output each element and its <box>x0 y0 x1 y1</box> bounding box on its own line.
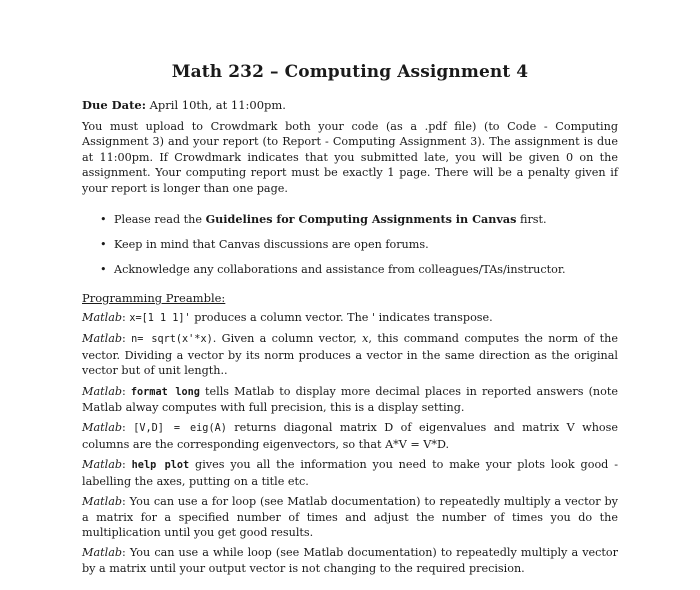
bullet-2-text: Keep in mind that Canvas discussions are open forums. <box>114 238 429 252</box>
due-date <box>82 98 618 113</box>
bullet-icon: • <box>100 213 107 227</box>
list-item <box>100 237 618 252</box>
entry-text: produces a column vector. The ' indicates transpose. <box>190 311 493 325</box>
matlab-label: Matlab <box>82 495 123 509</box>
matlab-label: Matlab <box>82 546 123 560</box>
entry-text: You can use a for loop (see Matlab documentation) to repeatedly multiply a vector by a matrix for a specified number of times and adjust the number of times you do the multiplication until you get good results. <box>82 495 618 539</box>
matlab-label: Matlab <box>82 421 123 435</box>
instructions-list <box>82 212 618 277</box>
preamble-entry-plot: Matlab: help plot gives you all the information you need to make your plots look good - labelling the axes, putting on a title etc. <box>82 458 618 488</box>
list-item <box>100 212 618 227</box>
preamble-entry-norm: Matlab: n= sqrt(x'*x). Given a column vector, x, this command computes the norm of the vector. Dividing a vector by its norm produces a vector in the same direction as the original vector but of unit length.. <box>82 332 619 378</box>
entry-text: tells Matlab to display more decimal places in reported answers (note Matlab alway computes with full precision, this is a display setting. <box>82 384 618 415</box>
math-variable: x <box>362 332 369 346</box>
bullet-3-text: Acknowledge any collaborations and assistance from colleagues/TAs/instructor. <box>114 263 566 277</box>
entry-text: . Given a column vector, <box>212 332 363 346</box>
matlab-label: Matlab <box>82 384 123 398</box>
due-date-label: Due Date: <box>82 98 146 112</box>
preamble-entry-while-loop: Matlab: You can use a while loop (see Matlab documentation) to repeatedly multiply a vector by a matrix until your output vector is not changing to the required precision. <box>82 546 618 575</box>
code-snippet: x=[1 1 1]' <box>129 313 191 325</box>
entry-text: , this command computes the norm of the vector. Dividing a vector by its norm produces a vector in the same direction as the original vector but of unit length.. <box>82 332 619 378</box>
preamble-entry-for-loop: Matlab: You can use a for loop (see Matlab documentation) to repeatedly multiply a vector by a matrix for a specified number of times and adjust the number of times you do the multiplication until you get good results. <box>82 495 618 539</box>
bullet-icon: • <box>100 238 107 252</box>
bullet-1-bold: Guidelines for Computing Assignments in Canvas <box>205 212 517 227</box>
entry-text: You can use a while loop (see Matlab documentation) to repeatedly multiply a vector by a matrix until your output vector is not changing to the required precision. <box>82 546 618 575</box>
page-title: Math 232 – Computing Assignment 4 <box>171 62 529 82</box>
list-item <box>100 262 618 277</box>
code-snippet: n= sqrt(x'*x) <box>131 334 213 346</box>
preamble-entry-format: Matlab: format long tells Matlab to display more decimal places in reported answers (note Matlab alway computes with full precision, this is a display setting. <box>82 384 618 415</box>
due-date-value: April 10th, at 11:00pm. <box>149 98 286 112</box>
code-snippet: help plot <box>131 460 190 472</box>
document-page <box>82 62 618 581</box>
intro-paragraph: You must upload to Crowdmark both your code (as a .pdf file) (to Code - Computing Assignment 3) and your report (to Report - Computing Assignment 3). The assignment is due at 11:00pm. If Crowdmark indicates that you submitted late, you will be given 0 on the assignment. Your computing report must be exactly 1 page. There will be a penalty given if your report is longer than one page. <box>82 120 618 195</box>
preamble-heading: Programming Preamble: <box>82 291 226 306</box>
preamble-entry-eig: Matlab: [V,D] = eig(A) returns diagonal matrix D of eigenvalues and matrix V whose columns are the corresponding eigenvectors, so that A*V = V*D. <box>82 421 618 451</box>
code-snippet: [V,D] = eig(A) <box>133 423 227 435</box>
bullet-1-pre: Please read the <box>114 213 206 227</box>
code-snippet: format long <box>130 386 200 398</box>
bullet-icon: • <box>100 263 107 277</box>
matlab-label: Matlab <box>82 311 123 325</box>
entry-text: returns diagonal matrix D of eigenvalues and matrix V whose columns are the corresponding eigenvectors, so that A*V = V*D. <box>82 421 618 451</box>
bullet-1-post: first. <box>516 213 547 227</box>
entry-text: gives you all the information you need to make your plots look good - labelling the axes, putting on a title etc. <box>82 458 618 488</box>
preamble-entry-transpose: Matlab: x=[1 1 1]' produces a column vector. The ' indicates transpose. <box>82 311 493 325</box>
matlab-label: Matlab <box>82 332 123 346</box>
matlab-label: Matlab <box>82 458 123 472</box>
